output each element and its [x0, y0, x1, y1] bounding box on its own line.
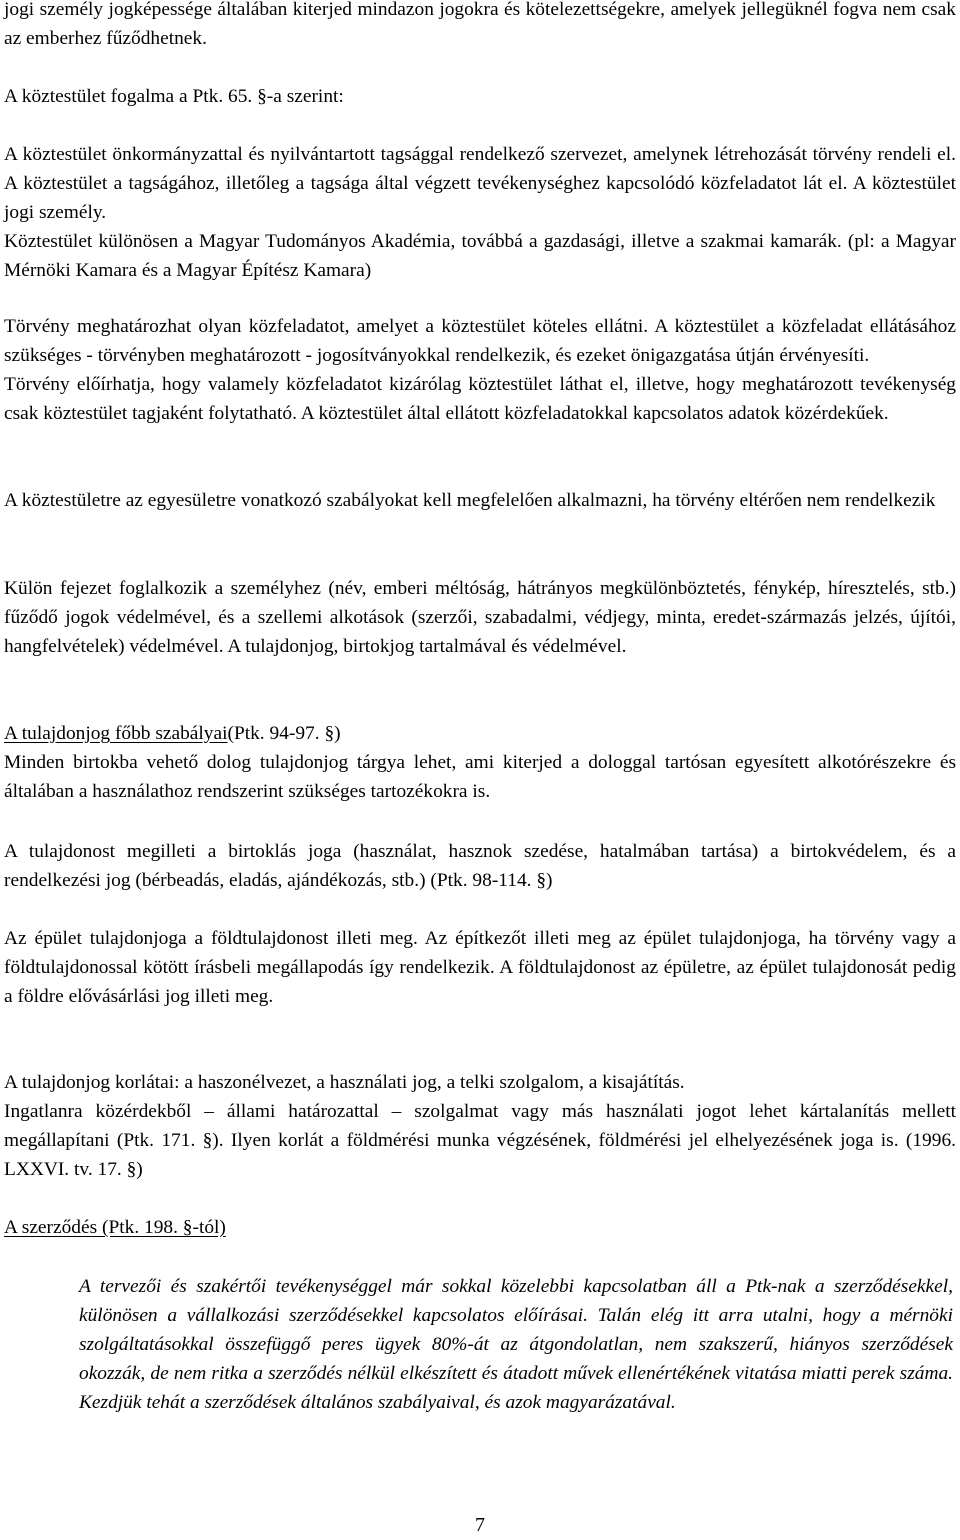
- ownership-heading-ref: (Ptk. 94-97. §): [227, 723, 341, 744]
- ownership-rules-section: [4, 719, 956, 806]
- contract-quote: A tervezői és szakértői tevékenységgel már sokkal közelebbi kapcsolatban áll a Ptk-nak a szerződésekkel, különösen a vállalkozási szerződésekkel kapcsolatos előírásai. Talán elég itt arra utalni, hogy a mérnöki szolgáltatásokkal összefüggő peres ügyek 80%-át az átgondolatlan, nem szakszerű, hiányos szerződések okozzák, de nem ritka a szerződés nélkül elkészített és átadott művek ellenértékének vitatása miatti perek száma. Kezdjük tehát a szerződések általános szabályaival, és azok magyarázatával.: [79, 1276, 953, 1413]
- ownership-heading-line: [4, 719, 956, 748]
- owner-rights-paragraph: A tulajdonost megilleti a birtoklás joga (használat, hasznok szedése, hatalmában tartása) a birtokvédelem, és a rendelkezési jog (bérbeadás, eladás, ajándékozás, stb.) (Ptk. 98-114. §): [4, 841, 956, 891]
- building-ownership-section: [4, 924, 956, 1011]
- koztestulet-section: [4, 0, 956, 285]
- contract-heading: A szerződés (Ptk. 198. §-tól): [4, 1217, 226, 1238]
- definition-intro: A köztestület fogalma a Ptk. 65. §-a szerint:: [4, 86, 344, 107]
- building-ownership-paragraph: Az épület tulajdonjoga a földtulajdonost illeti meg. Az építkezőt illeti meg az épület tulajdonjoga, ha törvény vagy a földtulajdonossal kötött írásbeli megállapodás így rendelkezik. A földtulajdonost az épületre, az épület tulajdonosát pedig a földre elővásárlási jog illeti meg.: [4, 928, 956, 1007]
- association-rules-paragraph: A köztestületre az egyesületre vonatkozó szabályokat kell megfelelően alkalmazni, ha törvény eltérően nem rendelkezik: [4, 490, 936, 511]
- contract-section: [4, 1213, 956, 1242]
- public-task-section: [4, 312, 956, 428]
- personal-rights-paragraph: Külön fejezet foglalkozik a személyhez (név, emberi méltóság, hátrányos megkülönböztetés, fénykép, híresztelés, stb.) fűződő jogok védelmével, és a szellemi alkotások (szerzői, szabadalmi, védjegy, minta, eredet-származás jelzés, újítói, hangfelvételek) védelmével. A tulajdonjog, birtokjog tartalmával és védelmével.: [4, 578, 956, 657]
- exclusive-task-paragraph: Törvény előírhatja, hogy valamely közfeladatot kizárólag köztestület láthat el, illetve, hogy meghatározott tevékenység csak köztestület tagjaként folytatható. A köztestület által ellátott közfeladatokkal kapcsolatos adatok közérdekűek.: [4, 374, 956, 424]
- definition-paragraph: A köztestület önkormányzattal és nyilvántartott tagsággal rendelkező szervezet, amelynek létrehozását törvény rendeli el. A köztestület a tagságához, illetőleg a tagsága által végzett tevékenységhez kapcsolódó közfeladatot lát el. A köztestület jogi személy.: [4, 144, 956, 223]
- ownership-limits-section: [4, 1068, 956, 1184]
- owner-rights-section: [4, 837, 956, 895]
- contract-heading-line: [4, 1213, 956, 1242]
- ownership-limits-paragraph: A tulajdonjog korlátai: a haszonélvezet, a használati jog, a telki szolgalom, a kisajátítás.: [4, 1072, 685, 1093]
- association-rules-section: [4, 486, 956, 515]
- ownership-rules-paragraph: Minden birtokba vehető dolog tulajdonjog tárgya lehet, ami kiterjed a dologgal tartósan egyesített alkotórészekre és általában a használathoz rendszerint szükséges tartozékokra is.: [4, 752, 956, 802]
- public-task-paragraph: Törvény meghatározhat olyan közfeladatot, amelyet a köztestület köteles ellátni. A köztestület a közfeladat ellátásához szükséges - törvényben meghatározott - jogosítványokkal rendelkezik, és ezeket önigazgatása útján érvényesíti.: [4, 316, 956, 366]
- intro-paragraph: jogi személy jogképessége általában kiterjed mindazon jogokra és kötelezettségekre, amelyek jellegüknél fogva nem csak az emberhez fűződhetnek.: [4, 0, 956, 49]
- ownership-heading: A tulajdonjog főbb szabályai: [4, 723, 228, 744]
- easement-paragraph: Ingatlanra közérdekből – állami határozattal – szolgalmat vagy más használati jogot lehet kártalanítás mellett megállapítani (Ptk. 171. §). Ilyen korlát a földmérési munka végzésének, földmérési jel elhelyezésének joga is. (1996. LXXVI. tv. 17. §): [4, 1101, 956, 1180]
- personal-rights-section: [4, 574, 956, 661]
- page-number: 7: [475, 1514, 485, 1536]
- examples-paragraph: Köztestület különösen a Magyar Tudományos Akadémia, továbbá a gazdasági, illetve a szakmai kamarák. (pl: a Magyar Mérnöki Kamara és a Magyar Építész Kamara): [4, 231, 956, 281]
